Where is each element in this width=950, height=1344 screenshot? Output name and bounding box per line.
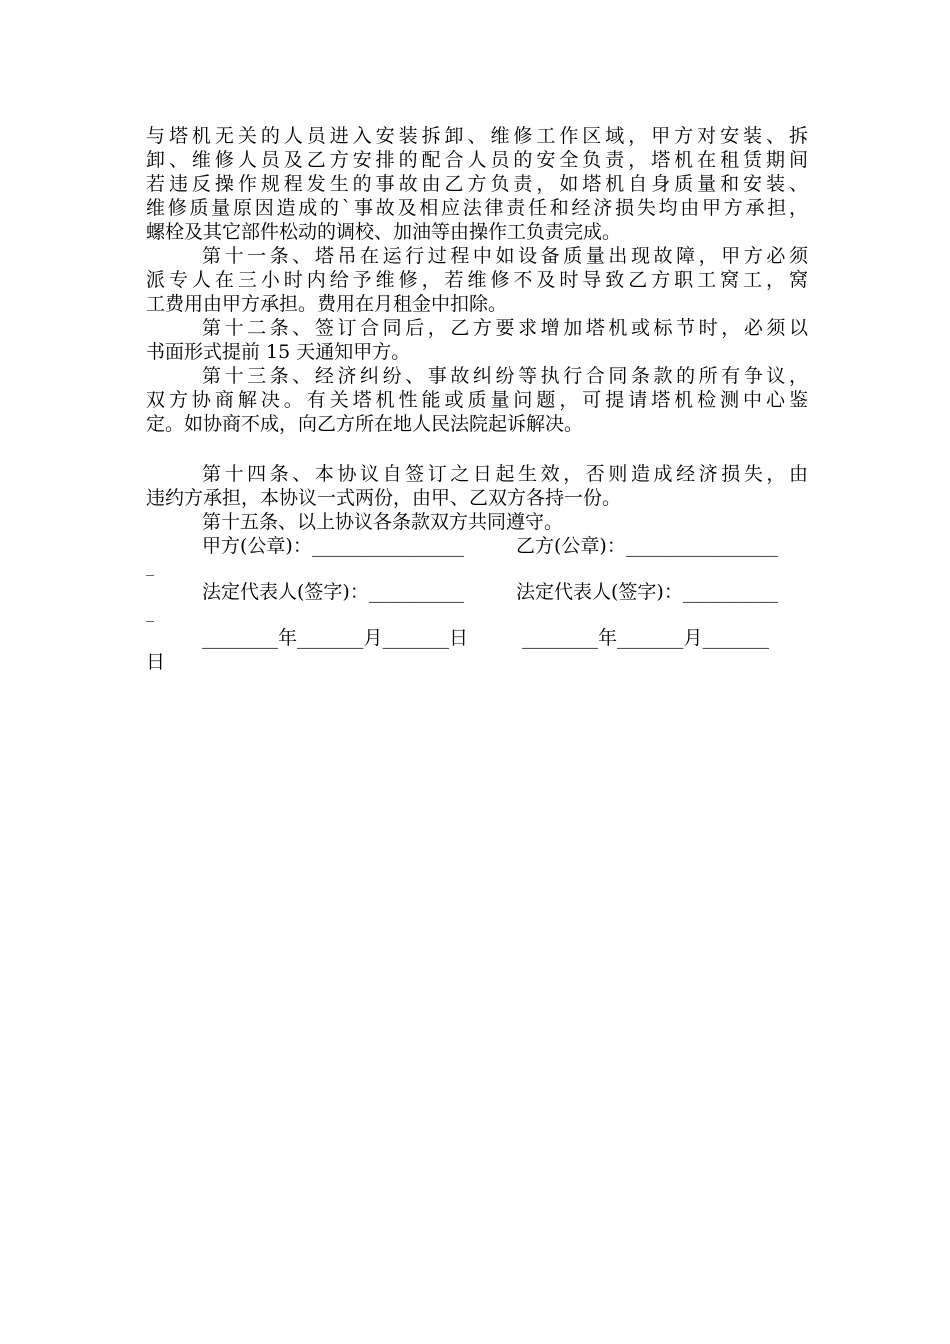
date-a-year-label: 年 [278,627,298,649]
date-b-group [522,626,769,650]
date-a-day-blank: _______ [382,627,450,649]
party-b-rep-blank: __________ [682,581,778,603]
text-line: 违约方承担，本协议一式两份，由甲、乙双方各持一份。 [146,487,622,509]
party-a-rep-label: 法定代表人(签字)： [202,581,369,603]
date-row [146,626,808,650]
text-line: 定。如协商不成，向乙方所在地人民法院起诉解决。 [146,413,584,435]
party-b-seal-group [516,534,778,558]
blank-line [146,436,808,462]
text-line: 工费用由甲方承担。费用在月租金中扣除。 [146,293,508,315]
clause-paragraph-safety [146,124,808,244]
clause-paragraph-14 [146,462,808,510]
text-line: 第十二条、签订合同后，乙方要求增加塔机或标节时，必须以 [202,317,808,339]
date-a-day-label: 日 [449,627,469,649]
text-line: 螺栓及其它部件松动的调校、加油等由操作工负责完成。 [146,221,622,243]
party-b-seal-blank: ________________ [625,535,778,557]
date-a-month-blank: _______ [297,627,364,649]
text-line: 第十一条、塔吊在运行过程中如设备质量出现故障，甲方必须 [202,245,808,267]
date-a-year-blank: ________ [202,627,278,649]
party-b-rep-group [516,580,778,604]
clause-paragraph-11 [146,244,808,316]
text-line: 卸、维修人员及乙方安排的配合人员的安全负责，塔机在租赁期间 [146,149,808,171]
party-a-seal-blank: ________________ [311,535,464,557]
party-b-seal-label: 乙方(公章)： [516,535,626,557]
representative-row [146,580,808,604]
text-line: 书面形式提前 15 天通知甲方。 [146,341,411,363]
date-a-month-label: 月 [363,627,383,649]
seal-overflow: _ [146,557,154,576]
party-b-rep-label: 法定代表人(签字)： [516,581,683,603]
text-line: 第十三条、经济纠纷、事故纠纷等执行合同条款的所有争议， [202,365,808,387]
day-overflow: 日 [146,651,166,673]
date-b-day-blank: _______ [702,627,770,649]
date-b-month-label: 月 [683,627,703,649]
text-line: 与塔机无关的人员进入安装拆卸、维修工作区域，甲方对安装、拆 [146,125,808,147]
text-line: 第十四条、本协议自签订之日起生效，否则造成经济损失，由 [202,463,808,485]
rep-overflow: _ [146,603,154,622]
text-line: 双方协商解决。有关塔机性能或质量问题，可提请塔机检测中心鉴 [146,389,808,411]
date-b-year-label: 年 [598,627,618,649]
date-b-year-blank: ________ [522,627,598,649]
party-a-seal-label: 甲方(公章)： [202,535,312,557]
party-a-rep-blank: __________ [368,581,464,603]
text-line: 维修质量原因造成的`事故及相应法律责任和经济损失均由甲方承担， [146,197,808,219]
clause-paragraph-15 [146,510,808,534]
text-line: 若违反操作规程发生的事故由乙方负责，如塔机自身质量和安装、 [146,173,808,195]
clause-paragraph-13 [146,364,808,436]
text-line: 第十五条、以上协议各条款双方共同遵守。 [202,511,564,533]
seal-row [146,534,808,558]
clause-paragraph-12 [146,316,808,364]
contract-page [146,124,808,674]
date-b-month-blank: _______ [617,627,684,649]
signature-block [146,534,808,674]
text-line: 派专人在三小时内给予维修，若维修不及时导致乙方职工窝工，窝 [146,269,808,291]
